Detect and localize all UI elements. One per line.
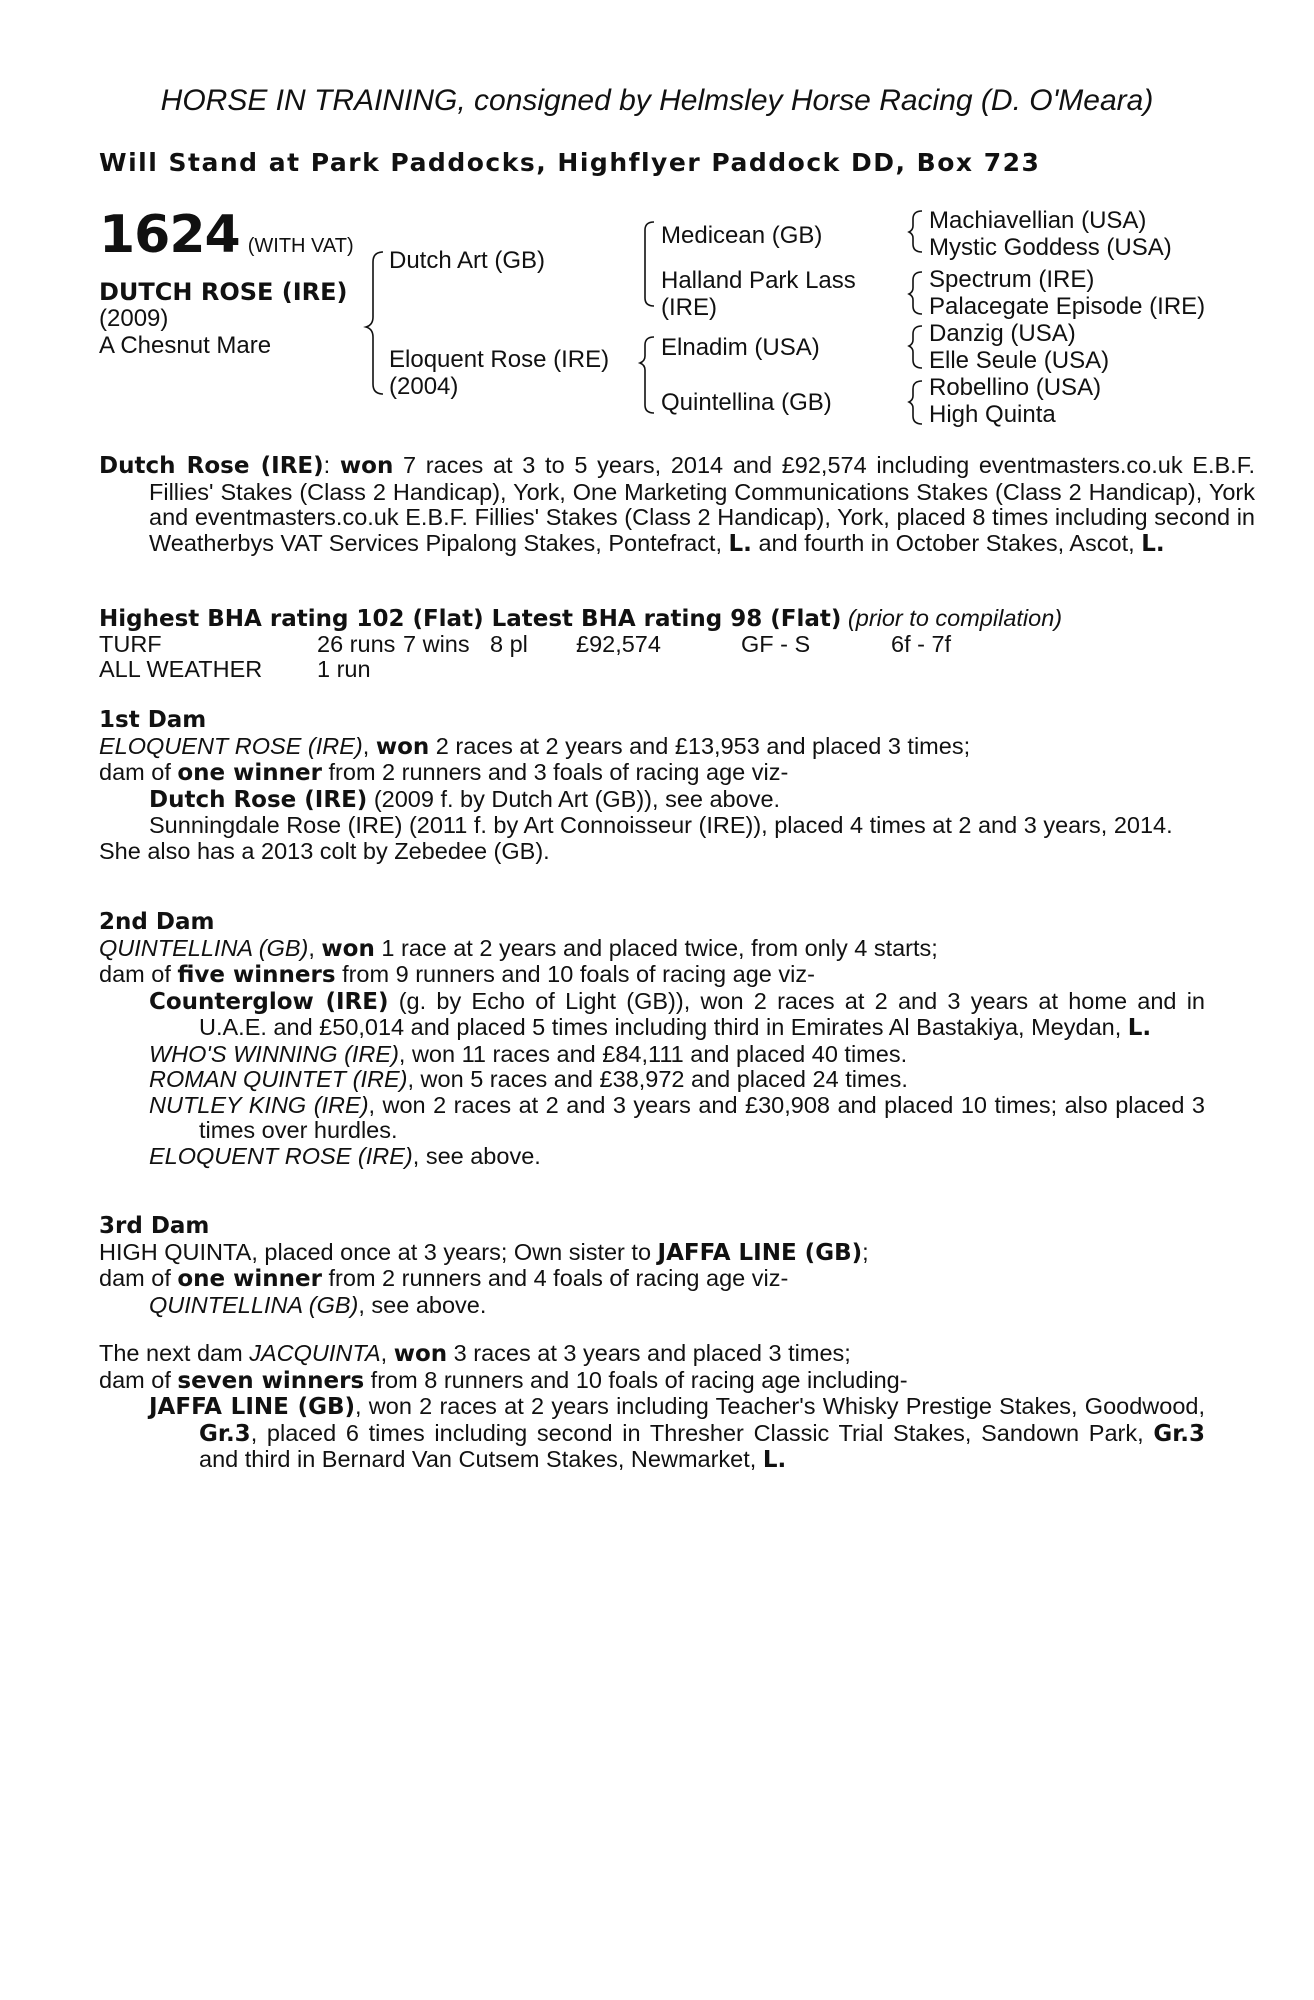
- progeny-details: , won 5 races and £38,972 and placed 24 times.: [407, 1066, 908, 1092]
- first-dam-progeny-1: [99, 787, 1205, 814]
- next-dam-damof: dam of: [99, 1366, 178, 1393]
- ped-g1: Machiavellian (USA): [929, 207, 1147, 234]
- third-dam-runners: from 2 runners and 4 foals of racing age viz-: [321, 1265, 789, 1291]
- second-dam-progeny-5: [99, 1144, 1205, 1170]
- ped-g4: Palacegate Episode (IRE): [929, 293, 1206, 320]
- second-dam-won: won: [321, 935, 375, 962]
- progeny-details: and third in Bernard Van Cutsem Stakes, Newmarket,: [199, 1446, 763, 1472]
- ped-dam-sire: Elnadim (USA): [661, 334, 820, 361]
- first-dam-record: 2 races at 2 years and £13,953 and placed 3 times;: [429, 732, 971, 759]
- ped-g8: High Quinta: [929, 401, 1056, 428]
- next-dam-progeny-1: [99, 1394, 1205, 1474]
- progeny-name: NUTLEY KING (IRE): [149, 1091, 369, 1118]
- progeny-name: WHO'S WINNING (IRE): [149, 1040, 399, 1067]
- own-sister-name: JAFFA LINE (GB): [657, 1239, 863, 1266]
- next-dam-intro: The next dam: [99, 1340, 250, 1366]
- second-dam-progeny-4: [99, 1093, 1205, 1144]
- ped-dam-line1: Eloquent Rose (IRE): [389, 346, 610, 373]
- third-dam-winners: one winner: [177, 1266, 322, 1292]
- ratings-note: (prior to compilation): [847, 605, 1063, 631]
- stand-location: Will Stand at Park Paddocks, Highflyer Paddock DD, Box 723: [99, 148, 1041, 177]
- horse-name: DUTCH ROSE (IRE): [99, 278, 348, 306]
- ped-sire-dam-line2: (IRE): [661, 294, 717, 321]
- ped-g6: Elle Seule (USA): [929, 347, 1110, 374]
- next-dam-section: [99, 1341, 1205, 1474]
- group-mark: Gr.3: [199, 1420, 251, 1447]
- second-dam-winners: five winners: [177, 962, 336, 988]
- third-dam-damof: dam of: [99, 1265, 178, 1291]
- second-dam-progeny-1: [99, 989, 1205, 1042]
- progeny-name: Dutch Rose (IRE): [149, 786, 368, 813]
- first-dam-runners: from 2 runners and 3 foals of racing age viz-: [321, 759, 789, 785]
- race-summary: [99, 453, 1255, 557]
- group-mark: Gr.3: [1153, 1420, 1205, 1447]
- turf-going: GF - S: [741, 630, 811, 657]
- summary-colon: :: [323, 452, 331, 478]
- summary-horse-name: Dutch Rose (IRE): [99, 453, 324, 479]
- progeny-details: , won 2 races at 2 years including Teacher's Whisky Prestige Stakes, Goodwood,: [355, 1393, 1205, 1419]
- next-dam-record: 3 races at 3 years and placed 3 times;: [447, 1340, 851, 1366]
- ratings-block: [99, 606, 1205, 683]
- progeny-details: , see above.: [412, 1142, 541, 1169]
- ped-dam-dam: Quintellina (GB): [661, 389, 832, 416]
- progeny-name: Counterglow (IRE): [149, 988, 389, 1015]
- summary-listed1: L.: [728, 530, 752, 557]
- next-dam-comma: ,: [380, 1340, 394, 1366]
- first-dam-name: ELOQUENT ROSE (IRE): [99, 732, 363, 759]
- turf-earnings: £92,574: [576, 630, 661, 657]
- second-dam-runners: from 9 runners and 10 foals of racing age viz-: [335, 961, 815, 987]
- bracket-g2: [909, 272, 922, 314]
- ped-g5: Danzig (USA): [929, 320, 1076, 347]
- progeny-details: , won 11 races and £84,111 and placed 40 times.: [398, 1040, 908, 1067]
- aw-label: ALL WEATHER: [99, 656, 263, 682]
- first-dam-progeny-2: Sunningdale Rose (IRE) (2011 f. by Art Connoisseur (IRE)), placed 4 times at 2 and 3 years, 2014.: [149, 812, 1173, 838]
- turf-row: [99, 632, 1205, 658]
- third-dam-heading: 3rd Dam: [99, 1213, 210, 1239]
- summary-listed2: L.: [1141, 530, 1165, 557]
- second-dam-heading: 2nd Dam: [99, 909, 215, 935]
- bracket-sire: [645, 222, 654, 306]
- first-dam-damof: dam of: [99, 759, 178, 785]
- summary-text1: 7 races at 3 to 5 years, 2014 and £92,574 including eventmasters.co.uk E.B.F. Fillies' Stakes (Class 2 Handicap), York, One Marketing Communications Stakes (Class 2 Handicap), York and eventmasters.co.uk E.B.F. Fillies' Stakes (Class 2 Handicap), York, placed 8 times including second in Weatherbys VAT Services Pipalong Stakes, Pontefract,: [149, 452, 1255, 556]
- third-dam-record: HIGH QUINTA, placed once at 3 years; Own sister to: [99, 1238, 658, 1265]
- ped-sire-sire: Medicean (GB): [661, 222, 823, 249]
- next-dam-name: JACQUINTA: [249, 1340, 381, 1366]
- progeny-name: QUINTELLINA (GB): [149, 1291, 359, 1318]
- first-dam-winners: one winner: [177, 760, 322, 786]
- ped-dam-line2: (2004): [389, 373, 459, 400]
- progeny-details: (g. by Echo of Light (GB)), won 2 races at 2 and 3 years at home and in U.A.E. and £50,014 and placed 5 times including third in Emirates Al Bastakiya, Meydan,: [199, 987, 1205, 1040]
- third-dam-progeny-1: [99, 1293, 1205, 1319]
- turf-placed: 8 pl: [490, 630, 528, 657]
- first-dam-also: She also has a 2013 colt by Zebedee (GB).: [99, 837, 550, 864]
- next-dam-won: won: [393, 1341, 448, 1367]
- listed-mark: L.: [762, 1447, 787, 1473]
- third-dam-semicolon: ;: [862, 1238, 869, 1265]
- first-dam-section: 1st Dam ELOQUENT ROSE (IRE), won 2 races at 2 years and £13,953 and placed 3 times; dam of one winner from 2 runners and 3 foals of racing age viz- Dutch Rose (IRE) (2009 f. by Dutch Art (GB)), see above. Sunningdale Rose (IRE) (2011 f. by Art Connoisseur (IRE)), placed 4 times at 2 and 3 years, 2014. She also has a 2013 colt by Zebedee (GB).: [99, 708, 1205, 864]
- turf-runs: 26 runs: [317, 630, 396, 657]
- ped-g7: Robellino (USA): [929, 374, 1102, 401]
- summary-won: won: [339, 453, 394, 479]
- progeny-details: (2009 f. by Dutch Art (GB)), see above.: [367, 785, 781, 812]
- progeny-details: , see above.: [358, 1291, 487, 1318]
- third-dam-section: [99, 1214, 1205, 1318]
- ped-g2: Mystic Goddess (USA): [929, 234, 1172, 261]
- second-dam-progeny-3: [99, 1067, 1205, 1093]
- bracket-g4: [909, 381, 922, 424]
- first-dam-won: won: [375, 733, 430, 760]
- progeny-details: , placed 6 times including second in Thresher Classic Trial Stakes, Sandown Park,: [250, 1419, 1154, 1446]
- next-dam-winners: seven winners: [177, 1367, 365, 1394]
- ped-g3: Spectrum (IRE): [929, 266, 1095, 293]
- second-dam-progeny-2: [99, 1042, 1205, 1068]
- turf-label: TURF: [99, 630, 162, 657]
- progeny-details: , won 2 races at 2 and 3 years and £30,908 and placed 10 times; also placed 3 times over hurdles.: [199, 1091, 1205, 1143]
- consignor-header: HORSE IN TRAINING, consigned by Helmsley Horse Racing (D. O'Meara): [160, 84, 1154, 117]
- vat-note: (WITH VAT): [247, 235, 354, 257]
- horse-description: A Chesnut Mare: [99, 332, 272, 359]
- ratings-heading: Highest BHA rating 102 (Flat) Latest BHA rating 98 (Flat): [99, 606, 842, 632]
- aw-runs: 1 run: [317, 656, 371, 682]
- progeny-name: JAFFA LINE (GB): [149, 1394, 356, 1420]
- summary-text2: and fourth in October Stakes, Ascot,: [751, 529, 1142, 556]
- bracket-dam: [640, 337, 654, 413]
- lot-number: 1624: [99, 205, 240, 265]
- listed-mark: L.: [1127, 1015, 1152, 1041]
- second-dam-damof: dam of: [99, 961, 178, 987]
- ped-sire: Dutch Art (GB): [389, 247, 546, 274]
- turf-wins: 7 wins: [403, 630, 470, 657]
- aw-row: [99, 657, 1205, 683]
- bracket-g1: [909, 211, 922, 252]
- first-dam-heading: 1st Dam: [99, 707, 207, 733]
- progeny-name: ROMAN QUINTET (IRE): [149, 1066, 408, 1092]
- bracket-g3: [909, 326, 922, 368]
- bracket-main: [366, 252, 383, 394]
- next-dam-runners: from 8 runners and 10 foals of racing age including-: [364, 1366, 908, 1393]
- ped-sire-dam-line1: Halland Park Lass: [661, 267, 856, 294]
- horse-year: (2009): [99, 305, 169, 332]
- second-dam-section: 2nd Dam QUINTELLINA (GB), won 1 race at 2 years and placed twice, from only 4 starts; dam of five winners from 9 runners and 10 foals of racing age viz- Counterglow (IRE) (g. by Echo of Light (GB)), won 2 races at 2 and 3 years at home and in U.A.E. and £50,014 and placed 5 times including third in Emirates Al Bastakiya, Meydan, L. WHO'S WINNING (IRE), won 11 races and £84,111 and placed 40 times. ROMAN QUINTET (IRE), won 5 races and £38,972 and placed 24 times. NUTLEY KING (IRE), won 2 races at 2 and 3 years and £30,908 and placed 10 times; also placed 3 times over hurdles. ELOQUENT ROSE (IRE), see above.: [99, 909, 1205, 1169]
- second-dam-name: QUINTELLINA (GB): [99, 934, 309, 961]
- progeny-name: ELOQUENT ROSE (IRE): [149, 1142, 413, 1169]
- turf-distance: 6f - 7f: [891, 630, 952, 657]
- second-dam-record: 1 race at 2 years and placed twice, from only 4 starts;: [374, 934, 938, 961]
